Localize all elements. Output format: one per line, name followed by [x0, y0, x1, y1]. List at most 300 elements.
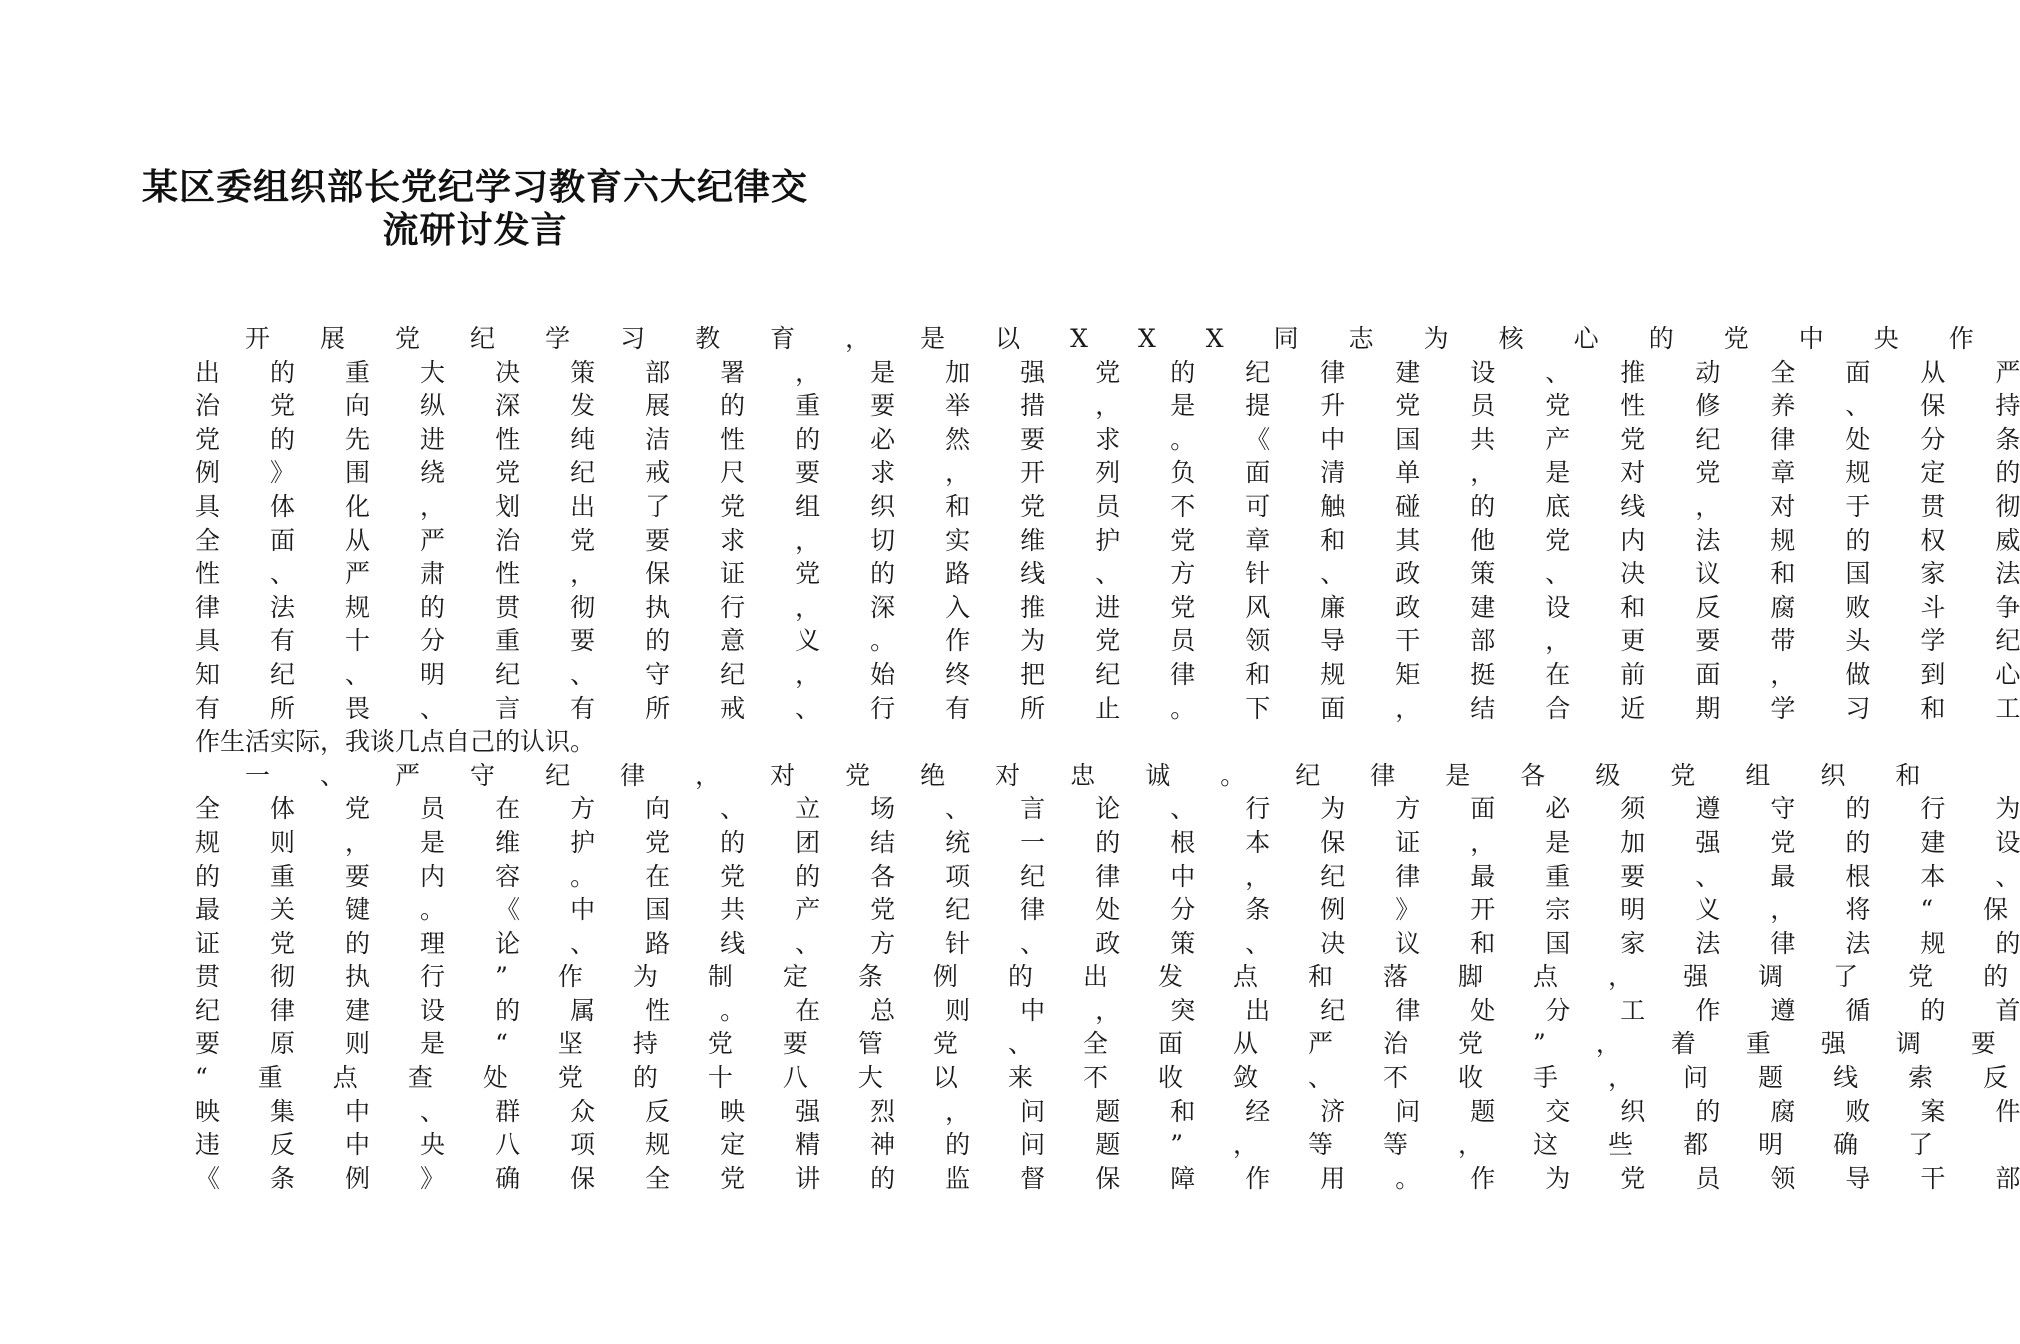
glyph: 策	[1170, 928, 1196, 958]
glyph: 作	[1245, 1163, 1271, 1193]
glyph: 党	[795, 559, 821, 589]
glyph: 推	[1020, 592, 1046, 622]
glyph: 习	[620, 324, 646, 353]
glyph: 织	[870, 491, 896, 521]
glyph: 《	[495, 895, 521, 925]
glyph: 育	[770, 324, 796, 353]
glyph: ，	[945, 1096, 971, 1126]
glyph: 了	[645, 491, 671, 521]
glyph: 》	[270, 458, 296, 488]
glyph: 严	[1308, 1029, 1334, 1059]
glyph: 部	[1470, 626, 1496, 656]
glyph: 反	[645, 1096, 671, 1126]
glyph: 律	[1770, 928, 1796, 958]
glyph: 重	[345, 357, 371, 387]
glyph: 大	[420, 357, 446, 387]
glyph: 守	[645, 659, 671, 689]
glyph: 党	[1770, 827, 1796, 857]
glyph: 等	[1308, 1130, 1334, 1160]
glyph: 、	[1845, 391, 1871, 421]
glyph: ，	[1470, 458, 1496, 488]
glyph: 问	[1020, 1130, 1046, 1160]
glyph: 保	[1920, 391, 1946, 421]
glyph: 党	[1395, 391, 1421, 421]
glyph: 遵	[1770, 995, 1796, 1025]
glyph: ，	[1095, 391, 1121, 421]
glyph: 处	[482, 1063, 508, 1093]
glyph: 产	[1545, 424, 1571, 454]
glyph: 底	[1545, 491, 1571, 521]
glyph: 先	[345, 424, 371, 454]
glyph: 党	[1908, 962, 1934, 992]
glyph: 可	[1245, 491, 1271, 521]
glyph: 国	[1845, 559, 1871, 589]
glyph: ，	[420, 491, 446, 521]
glyph: 论	[495, 928, 521, 958]
glyph: 坚	[557, 1029, 583, 1059]
glyph: 的	[195, 861, 221, 891]
glyph: 开	[1020, 458, 1046, 488]
glyph: 产	[795, 895, 821, 925]
glyph: 定	[720, 1130, 746, 1160]
glyph: 要	[1020, 424, 1046, 454]
glyph: 、	[720, 794, 746, 824]
glyph: 党	[720, 1163, 746, 1193]
glyph: 中	[1320, 424, 1346, 454]
glyph: 点	[1232, 962, 1258, 992]
text-line	[145, 960, 2009, 994]
glyph: 的	[1845, 525, 1871, 555]
glyph: 纪	[1320, 861, 1346, 891]
glyph: 议	[1695, 559, 1721, 589]
glyph: 干	[1395, 626, 1421, 656]
text-line	[145, 557, 2020, 591]
glyph: 面	[1245, 458, 1271, 488]
glyph: 明	[1620, 895, 1646, 925]
glyph: 分	[1545, 995, 1571, 1025]
glyph: 。	[1220, 760, 1246, 790]
glyph: 维	[495, 827, 521, 857]
glyph: 定	[782, 962, 808, 992]
glyph: 前	[1620, 659, 1646, 689]
glyph: 重	[1745, 1029, 1771, 1059]
glyph: 统	[945, 827, 971, 857]
glyph: 讲	[795, 1163, 821, 1193]
glyph: 方	[570, 794, 596, 824]
glyph: 方	[1395, 794, 1421, 824]
glyph: 的	[632, 1063, 658, 1093]
glyph: 障	[1170, 1163, 1196, 1193]
glyph: 党	[1458, 1029, 1484, 1059]
glyph: 法	[1995, 559, 2020, 589]
glyph: 结	[1470, 693, 1496, 723]
glyph: 政	[1095, 928, 1121, 958]
glyph: ，	[845, 324, 871, 353]
glyph: 带	[1770, 626, 1796, 656]
glyph: 纪	[1245, 357, 1271, 387]
glyph: 对	[1770, 491, 1796, 521]
glyph: 重	[495, 626, 521, 656]
glyph: 意	[720, 626, 746, 656]
glyph: 些	[1608, 1130, 1634, 1160]
glyph: ，	[1770, 659, 1796, 689]
glyph: 求	[720, 525, 746, 555]
glyph: 律	[1170, 659, 1196, 689]
glyph: 清	[1320, 458, 1346, 488]
glyph: 映	[195, 1096, 221, 1126]
glyph: 必	[1545, 794, 1571, 824]
glyph: 例	[345, 1163, 371, 1193]
glyph: 党	[195, 424, 221, 454]
glyph: 一	[1020, 827, 1046, 857]
glyph: 部	[645, 357, 671, 387]
glyph: 、	[1545, 559, 1571, 589]
glyph: 更	[1620, 626, 1646, 656]
glyph: 例	[1320, 895, 1346, 925]
glyph: 行	[870, 693, 896, 723]
glyph: 着	[1670, 1029, 1696, 1059]
glyph: 心	[1573, 324, 1599, 353]
glyph: 根	[1170, 827, 1196, 857]
glyph: X	[1205, 324, 1224, 353]
text-line	[145, 1128, 1934, 1162]
glyph: 大	[857, 1063, 883, 1093]
glyph: 权	[1920, 525, 1946, 555]
glyph: 发	[1157, 962, 1183, 992]
glyph: 贯	[195, 962, 221, 992]
glyph: ，	[1770, 895, 1796, 925]
glyph: ，	[945, 458, 971, 488]
glyph: 党	[870, 895, 896, 925]
glyph: 所	[645, 693, 671, 723]
glyph: 件	[1995, 1096, 2020, 1126]
glyph: 法	[1695, 525, 1721, 555]
glyph: 言	[1020, 794, 1046, 824]
glyph: 党	[570, 525, 596, 555]
glyph: 的	[1095, 827, 1121, 857]
glyph: 是	[1545, 827, 1571, 857]
glyph: 设	[1995, 827, 2020, 857]
glyph: 分	[1170, 895, 1196, 925]
glyph: 、	[570, 659, 596, 689]
glyph: ，	[1395, 693, 1421, 723]
paragraph-1	[145, 322, 2020, 759]
glyph: 党	[1723, 324, 1749, 353]
glyph: 性	[495, 424, 521, 454]
glyph: 员	[1470, 391, 1496, 421]
glyph: 具	[195, 491, 221, 521]
glyph: 学	[1920, 626, 1946, 656]
glyph: 不	[1383, 1063, 1409, 1093]
glyph: 威	[1995, 525, 2020, 555]
glyph: 问	[1683, 1063, 1709, 1093]
glyph: 。	[1395, 1163, 1421, 1193]
glyph: 共	[1470, 424, 1496, 454]
glyph: 是	[1445, 760, 1471, 790]
glyph: 。	[420, 895, 446, 925]
glyph: 导	[1845, 1163, 1871, 1193]
glyph: 和	[1308, 962, 1334, 992]
glyph: 进	[1095, 592, 1121, 622]
glyph: 反	[270, 1130, 296, 1160]
glyph: 》	[1395, 895, 1421, 925]
glyph: 出	[195, 357, 221, 387]
glyph: 结	[870, 827, 896, 857]
glyph: 落	[1383, 962, 1409, 992]
glyph: ，	[795, 357, 821, 387]
glyph: 证	[195, 928, 221, 958]
glyph: 对	[1620, 458, 1646, 488]
glyph: 他	[1470, 525, 1496, 555]
glyph: 要	[782, 1029, 808, 1059]
glyph: 措	[1020, 391, 1046, 421]
glyph: 畏	[345, 693, 371, 723]
glyph: 宗	[1545, 895, 1571, 925]
glyph: 出	[570, 491, 596, 521]
glyph: 、	[1995, 861, 2020, 891]
glyph: ，	[795, 525, 821, 555]
glyph: 的	[345, 928, 371, 958]
glyph: 党	[1095, 357, 1121, 387]
glyph: 、	[420, 693, 446, 723]
glyph: 性	[495, 559, 521, 589]
glyph: 触	[1320, 491, 1346, 521]
glyph: 党	[1620, 1163, 1646, 1193]
glyph: 出	[1082, 962, 1108, 992]
glyph: 场	[870, 794, 896, 824]
glyph: 入	[945, 592, 971, 622]
glyph: 这	[1533, 1130, 1559, 1160]
glyph: 党	[720, 491, 746, 521]
glyph: 党	[395, 324, 421, 353]
glyph: 出	[1245, 995, 1271, 1025]
glyph: 案	[1920, 1096, 1946, 1126]
glyph: 对	[770, 760, 796, 790]
glyph: 中	[1798, 324, 1824, 353]
glyph: 用	[1320, 1163, 1346, 1193]
glyph: 中	[1170, 861, 1196, 891]
glyph: 为	[1320, 794, 1346, 824]
glyph: 题	[1095, 1130, 1121, 1160]
glyph: 策	[1470, 559, 1496, 589]
glyph: 领	[1770, 1163, 1796, 1193]
glyph: 有	[270, 626, 296, 656]
glyph: 、	[1095, 559, 1121, 589]
glyph: 律	[1395, 995, 1421, 1025]
glyph: 以	[932, 1063, 958, 1093]
glyph: 调	[1758, 962, 1784, 992]
glyph: 强	[1020, 357, 1046, 387]
glyph: 脚	[1458, 962, 1484, 992]
glyph: 组	[1745, 760, 1771, 790]
glyph: ，	[1232, 1130, 1258, 1160]
glyph: 神	[870, 1130, 896, 1160]
glyph: 八	[782, 1063, 808, 1093]
glyph: 路	[645, 928, 671, 958]
glyph: 员	[1170, 626, 1196, 656]
glyph: 的	[1695, 1096, 1721, 1126]
glyph: 决	[1620, 559, 1646, 589]
glyph: 手	[1533, 1063, 1559, 1093]
glyph: 要	[1620, 861, 1646, 891]
glyph: 行	[1920, 794, 1946, 824]
glyph: 济	[1320, 1096, 1346, 1126]
glyph: 彻	[270, 962, 296, 992]
text-line	[145, 490, 2020, 524]
glyph: 戒	[645, 458, 671, 488]
glyph: 十	[707, 1063, 733, 1093]
glyph: 针	[1245, 559, 1271, 589]
glyph: 的	[270, 357, 296, 387]
glyph: 发	[570, 391, 596, 421]
glyph: 章	[1245, 525, 1271, 555]
glyph: 制	[707, 962, 733, 992]
glyph: 。	[720, 995, 746, 1025]
glyph: 题	[1470, 1096, 1496, 1126]
glyph: 执	[345, 962, 371, 992]
glyph: 向	[345, 391, 371, 421]
glyph: 家	[1920, 559, 1946, 589]
text-line	[145, 792, 2020, 826]
glyph: 共	[720, 895, 746, 925]
glyph: 心	[1995, 659, 2020, 689]
glyph: 到	[1920, 659, 1946, 689]
glyph: 论	[1095, 794, 1121, 824]
glyph: 、	[570, 928, 596, 958]
glyph: 忠	[1070, 760, 1096, 790]
glyph: 败	[1845, 592, 1871, 622]
text-line	[145, 893, 2009, 927]
glyph: 党	[720, 861, 746, 891]
glyph: 律	[1370, 760, 1396, 790]
glyph: 从	[1232, 1029, 1258, 1059]
glyph: 同	[1273, 324, 1299, 353]
glyph: X	[1137, 324, 1156, 353]
glyph: 举	[945, 391, 971, 421]
glyph: 议	[1395, 928, 1421, 958]
glyph: 来	[1007, 1063, 1033, 1093]
glyph: 全	[645, 1163, 671, 1193]
glyph: 近	[1620, 693, 1646, 723]
glyph: 党	[645, 827, 671, 857]
glyph: 期	[1695, 693, 1721, 723]
glyph: 律	[195, 592, 221, 622]
glyph: 列	[1095, 458, 1121, 488]
glyph: 题	[1758, 1063, 1784, 1093]
glyph: ，	[1608, 1063, 1634, 1093]
glyph: 律	[620, 760, 646, 790]
glyph: 须	[1620, 794, 1646, 824]
text-line	[145, 356, 2020, 390]
glyph: 经	[1245, 1096, 1271, 1126]
text-line: 作生活实际，我谈几点自己的认识。	[195, 727, 596, 757]
glyph: 洁	[645, 424, 671, 454]
glyph: 守	[1770, 794, 1796, 824]
glyph: 教	[695, 324, 721, 353]
glyph: 有	[195, 693, 221, 723]
glyph: 加	[945, 357, 971, 387]
text-line	[145, 1027, 1996, 1061]
glyph: 。	[570, 861, 596, 891]
glyph: 负	[1170, 458, 1196, 488]
glyph: 斗	[1920, 592, 1946, 622]
text-line	[145, 322, 1974, 356]
glyph: 肃	[420, 559, 446, 589]
glyph: 织	[1620, 1096, 1646, 1126]
text-line	[145, 658, 2020, 692]
text-line	[145, 624, 2020, 658]
glyph: 纯	[570, 424, 596, 454]
glyph: 强	[1695, 827, 1721, 857]
glyph: 在	[1545, 659, 1571, 689]
glyph: 纪	[1095, 659, 1121, 689]
glyph: 知	[195, 659, 221, 689]
text-line	[145, 591, 2020, 625]
glyph: 的	[1170, 357, 1196, 387]
glyph: 纪	[470, 324, 496, 353]
glyph: 监	[945, 1163, 971, 1193]
glyph: 最	[195, 895, 221, 925]
glyph: 挺	[1470, 659, 1496, 689]
glyph: 的	[870, 1163, 896, 1193]
glyph: 众	[570, 1096, 596, 1126]
glyph: 督	[1020, 1163, 1046, 1193]
glyph: 》	[420, 1163, 446, 1193]
glyph: 首	[1995, 995, 2020, 1025]
glyph: 规	[645, 1130, 671, 1160]
glyph: 中	[570, 895, 596, 925]
text-line	[145, 994, 2020, 1028]
glyph: 署	[720, 357, 746, 387]
glyph: 诚	[1145, 760, 1171, 790]
glyph: 线	[720, 928, 746, 958]
glyph: 理	[420, 928, 446, 958]
glyph: 廉	[1320, 592, 1346, 622]
glyph: 护	[570, 827, 596, 857]
glyph: 必	[870, 424, 896, 454]
glyph: 路	[945, 559, 971, 589]
glyph: 问	[1020, 1096, 1046, 1126]
glyph: 具	[195, 626, 221, 656]
glyph: 问	[1395, 1096, 1421, 1126]
glyph: 员	[1695, 1163, 1721, 1193]
glyph: 和	[1170, 1096, 1196, 1126]
glyph: 要	[870, 391, 896, 421]
glyph: 、	[1170, 794, 1196, 824]
glyph: 证	[1395, 827, 1421, 857]
glyph: 为	[632, 962, 658, 992]
glyph: 《	[1245, 424, 1271, 454]
text-line	[145, 524, 2020, 558]
glyph: 的	[420, 592, 446, 622]
glyph: 从	[1920, 357, 1946, 387]
glyph: 展	[320, 324, 346, 353]
glyph: 党	[495, 458, 521, 488]
glyph: 领	[1245, 626, 1271, 656]
glyph: 面	[1695, 659, 1721, 689]
glyph: 深	[870, 592, 896, 622]
glyph: 党	[345, 794, 371, 824]
glyph: 的	[1007, 962, 1033, 992]
glyph: 的	[270, 424, 296, 454]
glyph: 纪	[545, 760, 571, 790]
glyph: 律	[1095, 861, 1121, 891]
glyph: 、	[795, 693, 821, 723]
glyph: 织	[1820, 760, 1846, 790]
glyph: 要	[570, 626, 596, 656]
glyph: 围	[345, 458, 371, 488]
glyph: 党	[932, 1029, 958, 1059]
